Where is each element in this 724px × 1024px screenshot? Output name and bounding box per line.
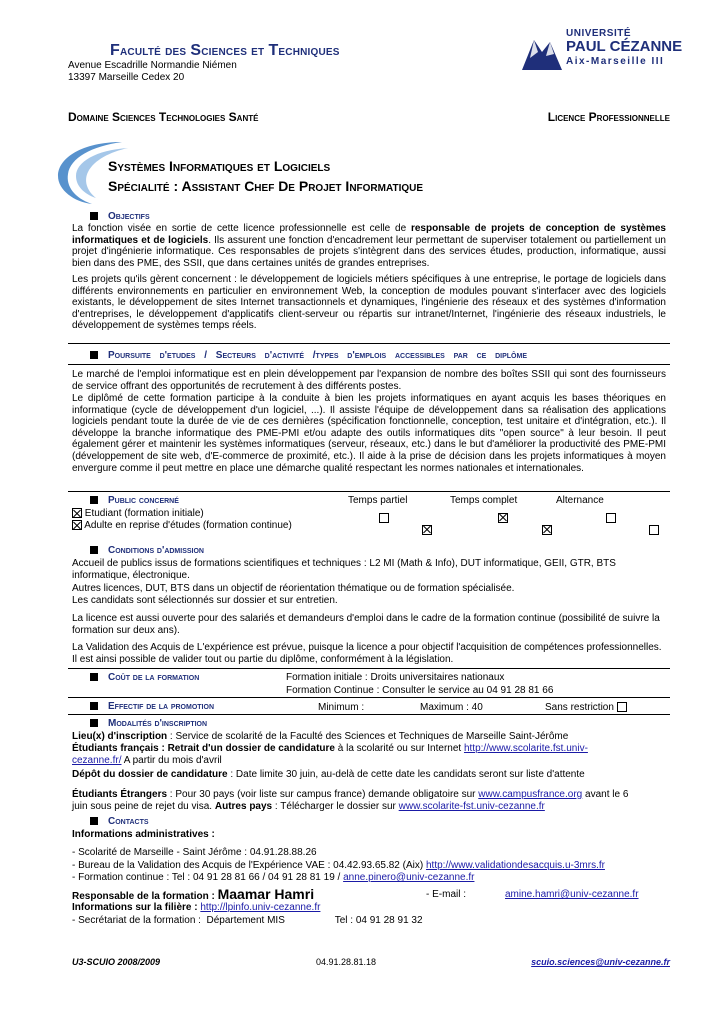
footer-phone: 04.91.28.81.18 (316, 957, 377, 967)
faculty-title (110, 42, 340, 60)
divider (68, 491, 670, 492)
adulte-checkbox[interactable] (72, 520, 82, 530)
poursuite-paragraph-1: Le marché de l'emploi informatique est en plein développement par l'expansion de nombre des boîtes SSII qui sont des fournisseurs de service offrant des opportunités de recrutement à des différents postes. (72, 369, 666, 392)
fr-text-2: A partir du mois d'avril (121, 755, 222, 766)
lieu-label: Lieu(x) d'inscription (72, 731, 168, 742)
address-line-1: Avenue Escadrille Normandie Niémen (68, 60, 237, 71)
dossier-link[interactable]: www.scolarite-fst.univ-cezanne.fr (398, 801, 545, 812)
filiere-label: Informations sur la filière : (72, 902, 201, 913)
bullet-icon (90, 546, 98, 554)
etudiant-checkbox[interactable] (72, 508, 82, 518)
modalites-heading (90, 718, 207, 729)
obj-p1-b: responsable de projets de conception de systèmes informatiques et de logiciels (72, 223, 666, 246)
poursuite-heading (90, 350, 670, 361)
university-logo (520, 28, 683, 74)
fac-s: S (190, 42, 202, 59)
adulte-partiel-checkbox[interactable] (422, 525, 432, 535)
lieu-text: : Service de scolarité de la Faculté des Sciences et Techniques de Marseille Saint-Jérôme (167, 731, 569, 742)
licence-label: Licence Professionnelle (547, 110, 670, 124)
logo-mountain-icon (520, 32, 564, 72)
sans-restriction-label: Sans restriction (545, 702, 614, 713)
etr-line2c: : Télécharger le dossier sur (272, 801, 399, 812)
logo-line-3: Aix-Marseille III (566, 56, 665, 67)
footer-left: U3-SCUIO 2008/2009 (72, 957, 161, 967)
fac-rest: aculté des (119, 42, 191, 58)
campusfrance-link[interactable]: www.campusfrance.org (478, 789, 583, 800)
responsable-line (72, 886, 314, 902)
etr-text-2: avant le 6 (582, 789, 629, 800)
adulte-alternance-checkbox[interactable] (649, 525, 659, 535)
effectif-max: Maximum : 40 (420, 702, 483, 713)
modalites-heading-text: Modalités d'inscription (108, 718, 208, 729)
fac-t-rest: echniques (278, 42, 340, 58)
bullet-icon (90, 719, 98, 727)
modalites-etrangers (72, 789, 628, 800)
bullet-icon (90, 351, 98, 359)
contacts-heading-text: Contacts (108, 816, 149, 827)
public-row-adulte (72, 520, 292, 531)
fc-text: - Formation continue : Tel : 04 91 28 81 66 / 04 91 28 81 19 / (72, 872, 344, 883)
fac-t: T (268, 42, 279, 59)
conditions-heading-text: Conditions d'admission (108, 545, 204, 556)
contacts-line-2 (72, 860, 605, 871)
logo-line-2: PAUL CÉZANNE (566, 38, 683, 55)
bullet-icon (90, 817, 98, 825)
col-temps-complet: Temps complet (450, 495, 518, 506)
poursuite-paragraph-2: Le diplômé de cette formation participe à la conduite à bien les projets informatiques en ayant acquis les bases théoriques en informatique (cycle de développement d'un logiciel, ...). Il assiste l'équipe de développement dans sa réalisation des applications logiciels pendant toute la durée de vie de ces dernières (spécification fonctionnelle, conception, test unitaire et d'intégration, etc.). Il développe la branche informatique des PME-PMI et/ou adapte des outils informatiques dits "open source" à leur besoin. Il peut également gérer et maintenir les systèmes informatiques (serveur, réseaux, etc.) dans le but d'améliorer la productivité des PME-PMI (développement de site web, d'E-commerce de proximité, etc.). Il aide à la prise de décision dans les projets informatiques à moyen envergure comme il peut mettre en place une démarche qualité respectant les normes nationales et internationales. (72, 393, 666, 474)
sans-restriction-checkbox[interactable] (617, 702, 627, 712)
etudiant-complet-checkbox[interactable] (498, 513, 508, 523)
modalites-depot (72, 769, 585, 780)
address-line-2: 13397 Marseille Cedex 20 (68, 72, 185, 83)
divider (68, 343, 670, 344)
etudiant-label: Etudiant (formation initiale) (84, 508, 204, 519)
contacts-admin: Informations administratives : (72, 829, 215, 840)
modalites-francais (72, 743, 588, 754)
cout-line-2: Formation Continue : Consulter le service au 04 91 28 81 66 (286, 685, 554, 696)
bullet-icon (90, 496, 98, 504)
effectif-heading-text: Effectif de la promotion (108, 701, 214, 712)
conditions-p3: Les candidats sont sélectionnés sur dossier et sur entretien. (72, 595, 338, 606)
objectifs-heading-text: Objectifs (108, 211, 150, 222)
resp-name: Maamar Hamri (217, 886, 315, 902)
fac-initial: F (110, 42, 120, 59)
divider (68, 714, 670, 715)
effectif-heading (90, 701, 214, 712)
public-heading-text: Public concerné (108, 495, 179, 506)
etudiant-partiel-checkbox[interactable] (379, 513, 389, 523)
objectifs-heading (90, 211, 150, 222)
etudiant-alternance-checkbox[interactable] (606, 513, 616, 523)
divider (68, 364, 670, 365)
resp-label: Responsable de la formation : (72, 891, 218, 902)
title-line-2: Spécialité : Assistant Chef De Projet Informatique (108, 178, 424, 194)
scolarite-link-cont[interactable]: cezanne.fr/ (72, 755, 122, 766)
public-row-etudiant (72, 508, 204, 519)
col-alternance: Alternance (556, 495, 604, 506)
divider (68, 697, 670, 698)
scolarite-link[interactable]: http://www.scolarite.fst.univ- (463, 743, 588, 754)
fc-email-link[interactable]: anne.pinero@univ-cezanne.fr (343, 872, 475, 883)
contacts-line-3 (72, 872, 474, 883)
divider (68, 668, 670, 669)
footer-email-link[interactable]: scuio.sciences@univ-cezanne.fr (531, 957, 670, 967)
conditions-p4: La licence est aussi ouverte pour des salariés et demandeurs d'emploi dans le cadre de la formation continue (possibilité de suivre la formation sur deux ans). (72, 613, 660, 636)
secretariat-line: - Secrétariat de la formation : Département MIS Tel : 04 91 28 91 32 (72, 915, 423, 926)
fac-s-rest: ciences et (201, 42, 269, 58)
poursuite-heading-text: Poursuite d'etudes / Secteurs d'activité /types d'emplois accessibles par ce diplôme (108, 350, 527, 361)
objectifs-paragraph-1 (72, 223, 666, 269)
vae-text: - Bureau de la Validation des Acquis de l'Expérience VAE : 04.42.93.65.82 (Aix) (72, 860, 426, 871)
contacts-heading (90, 816, 149, 827)
cout-heading (90, 672, 199, 683)
fr-text: à la scolarité ou sur Internet (335, 743, 464, 754)
logo-line-1: UNIVERSITÉ (566, 28, 632, 39)
obj-p1-a: La fonction visée en sortie de cette licence professionnelle est celle de (72, 223, 411, 234)
etr-line2a: juin sous peine de rejet du visa. (72, 801, 215, 812)
conditions-p5: La Validation des Acquis de L'expérience est prévue, puisque la licence a pour objectif l'acquisition de compétences professionnelles. Il est ainsi possible de valider tout ou partie du diplôme, conformément à la législation. (72, 642, 662, 665)
vae-link[interactable]: http://www.validationdesacquis.u-3mrs.fr (425, 860, 605, 871)
conditions-heading (90, 545, 204, 556)
modalites-lieu (72, 731, 568, 742)
autres-pays-label: Autres pays (214, 801, 273, 812)
resp-email-link[interactable]: amine.hamri@univ-cezanne.fr (505, 889, 639, 900)
modalites-francais-2 (72, 755, 222, 766)
cout-line-1: Formation initiale : Droits universitaires nationaux (286, 672, 505, 683)
modalites-etrangers-2 (72, 801, 545, 812)
filiere-line (72, 902, 320, 913)
effectif-min: Minimum : (318, 702, 365, 713)
depot-text: : Date limite 30 juin, au-delà de cette date les candidats seront sur liste d'attente (227, 769, 585, 780)
bullet-icon (90, 702, 98, 710)
conditions-p2: Autres licences, DUT, BTS dans un objectif de réorientation thématique ou de formation spécialisée. (72, 583, 515, 594)
bullet-icon (90, 212, 98, 220)
fr-label: Étudiants français : Retrait d'un dossier de candidature (72, 743, 335, 754)
contacts-line-1: - Scolarité de Marseille - Saint Jérôme : 04.91.28.88.26 (72, 847, 317, 858)
filiere-link[interactable]: http://lpinfo.univ-cezanne.fr (200, 902, 321, 913)
etr-text: : Pour 30 pays (voir liste sur campus france) demande obligatoire sur (167, 789, 479, 800)
effectif-sans (545, 702, 627, 713)
col-temps-partiel: Temps partiel (348, 495, 408, 506)
adulte-label: Adulte en reprise d'études (formation continue) (84, 520, 292, 531)
cout-heading-text: Coût de la formation (108, 672, 200, 683)
domaine-label: Domaine Sciences Technologies Santé (68, 110, 259, 124)
conditions-p1: Accueil de publics issus de formations scientifiques et techniques : L2 MI (Math & Info), DUT informatique, GEII, GTR, BTS informatique, électronique. (72, 558, 616, 581)
email-label: - E-mail : (426, 889, 466, 900)
title-line-1: Systèmes Informatiques et Logiciels (108, 158, 331, 174)
bullet-icon (90, 673, 98, 681)
public-heading (90, 495, 179, 506)
depot-label: Dépôt du dossier de candidature (72, 769, 228, 780)
objectifs-paragraph-2: Les projets qu'ils gèrent concernent : le développement de logiciels métiers spécifiques à une entreprise, le portage de logiciels dans différents environnements en particulier en environnement Web, la conception de modules pouvant s'interfacer avec des logiciels existants, le développement de sites Internet transactionnels et dynamiques, l'ingénierie des réseaux et des systèmes d'information d'entreprises, le développement d'applicatifs client-serveur ou répartis sur intranet/Internet, l'ingénierie des réseaux industriels, le développement de systèmes temps réels. (72, 274, 666, 332)
adulte-complet-checkbox[interactable] (542, 525, 552, 535)
etr-label: Étudiants Étrangers (72, 789, 168, 800)
obj-p1-c: . Ils assurent une fonction d'encadrement leur permettant de superviser totalement ou partiellement un projet d'ingénierie informatique. Ces responsables de projets s'intègrent dans des services études, production, informatique, aussi bien dans des PME, des SSII, que dans certaines unités de grandes entreprises. (72, 234, 666, 269)
